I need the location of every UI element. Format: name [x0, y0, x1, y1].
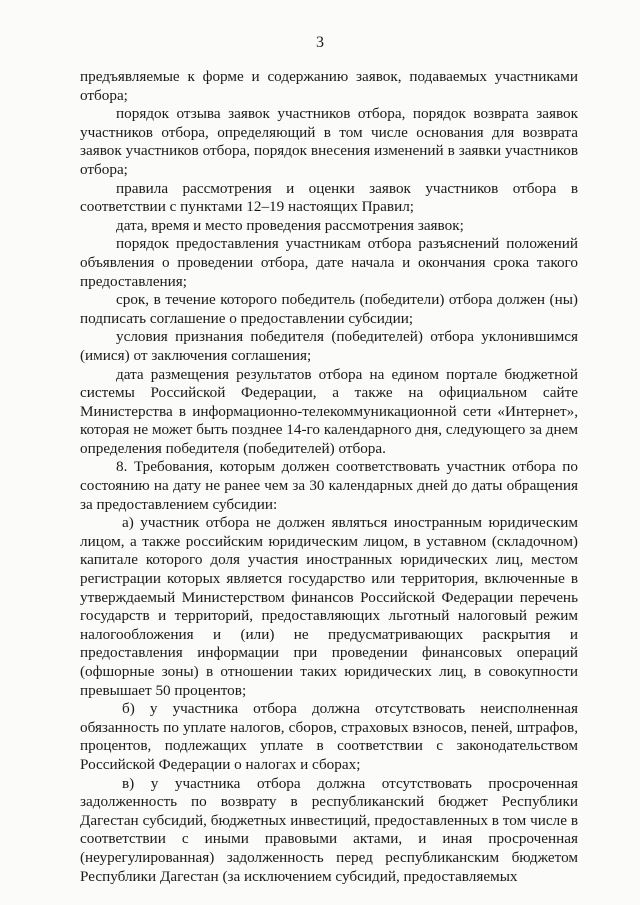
paragraph: условия признания победителя (победителей) отбора уклонившимся (имися) от заключения соглашения;	[80, 328, 578, 364]
paragraph: предъявляемые к форме и содержанию заявок, подаваемых участниками отбора;	[80, 68, 578, 104]
paragraph: дата, время и место проведения рассмотрения заявок;	[116, 216, 464, 234]
paragraph: порядок предоставления участникам отбора разъяснений положений объявления о проведении отбора, дате начала и окончания срока такого предоставления;	[80, 235, 578, 290]
list-item: в) у участника отбора должна отсутствовать просроченная задолженность по возврату в республиканский бюджет Республики Дагестан субсидий, бюджетных инвестиций, предоставленных в том числе в соответствии с иными правовыми актами, и иная просроченная (неурегулированная) задолженность перед республиканским бюджетом Республики Дагестан (за исключением субсидий, предоставляемых	[80, 774, 578, 885]
paragraph: срок, в течение которого победитель (победители) отбора должен (ны) подписать соглашение о предоставлении субсидии;	[80, 291, 578, 327]
document-body	[80, 68, 578, 886]
list-item: б) у участника отбора должна отсутствовать неисполненная обязанность по уплате налогов, сборов, страховых взносов, пеней, штрафов, процентов, подлежащих уплате в соответствии с законодательством Российской Федерации о налогах и сборах;	[80, 700, 578, 773]
paragraph: дата размещения результатов отбора на едином портале бюджетной системы Российской Федерации, а также на официальном сайте Министерства в информационно-телекоммуникационной сети «Интернет», которая не может быть позднее 14-го календарного дня, следующего за днем определения победителя (победителей) отбора.	[80, 365, 578, 457]
list-item: а) участник отбора не должен являться иностранным юридическим лицом, а также российским юридическим лицом, в уставном (складочном) капитале которого доля участия иностранных юридических лиц, местом регистрации которых является государство или территория, включенные в утверждаемый Министерством финансов Российской Федерации перечень государств и территорий, предоставляющих льготный налоговый режим налогообложения и (или) не предусматривающих раскрытия и предоставления информации при проведении финансовых операций (офшорные зоны) в отношении таких юридических лиц, в совокупности превышает 50 процентов;	[80, 514, 578, 699]
page-number: 3	[316, 34, 324, 51]
paragraph: правила рассмотрения и оценки заявок участников отбора в соответствии с пунктами 12–19 настоящих Правил;	[80, 179, 578, 216]
paragraph: порядок отзыва заявок участников отбора, порядок возврата заявок участников отбора, определяющий в том числе основания для возврата заявок участников отбора, порядок внесения изменений в заявки участников отбора;	[80, 105, 578, 178]
section-paragraph: 8. Требования, которым должен соответствовать участник отбора по состоянию на дату не ранее чем за 30 календарных дней до даты обращения за предоставлением субсидии:	[80, 458, 578, 513]
